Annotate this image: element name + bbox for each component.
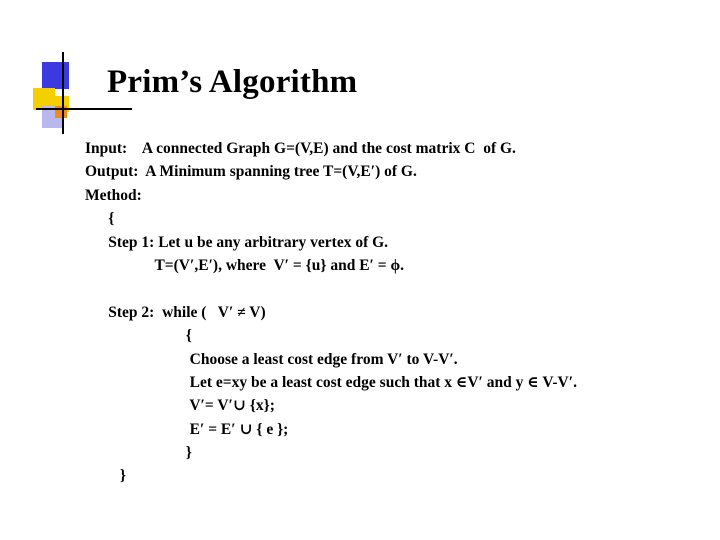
blank-line xyxy=(85,277,715,300)
slide-title: Prim’s Algorithm xyxy=(107,64,358,100)
update-e-line: E′ = E′ ∪ { e }; xyxy=(85,420,289,438)
choose-edge-line: Choose a least cost edge from V′ to V-V′. xyxy=(85,350,458,368)
slide-body xyxy=(85,137,715,488)
method-line: Method: xyxy=(85,186,142,204)
step1-init-line: T=(V′,E′), where V′ = {u} and E′ = ϕ. xyxy=(85,256,405,274)
let-edge-line: Let e=xy be a least cost edge such that x ∈V′ and y ∈ V-V′. xyxy=(85,373,577,391)
output-line: Output: A Minimum spanning tree T=(V,E′) of G. xyxy=(85,163,417,181)
horizontal-rule xyxy=(36,108,132,110)
input-line: Input: A connected Graph G=(V,E) and the cost matrix C of G. xyxy=(85,140,516,157)
loop-close-brace-line: } xyxy=(85,444,192,462)
step1-line: Step 1: Let u be any arbitrary vertex of G. xyxy=(85,233,389,251)
blue-square xyxy=(42,62,69,89)
step2-line: Step 2: while ( V′ ≠ V) xyxy=(85,303,266,321)
close-brace-line: } xyxy=(85,467,126,485)
open-brace-line: { xyxy=(85,210,115,228)
update-v-line: V′= V′∪ {x}; xyxy=(85,397,275,415)
loop-open-brace-line: { xyxy=(85,327,192,345)
vertical-rule xyxy=(62,52,64,134)
